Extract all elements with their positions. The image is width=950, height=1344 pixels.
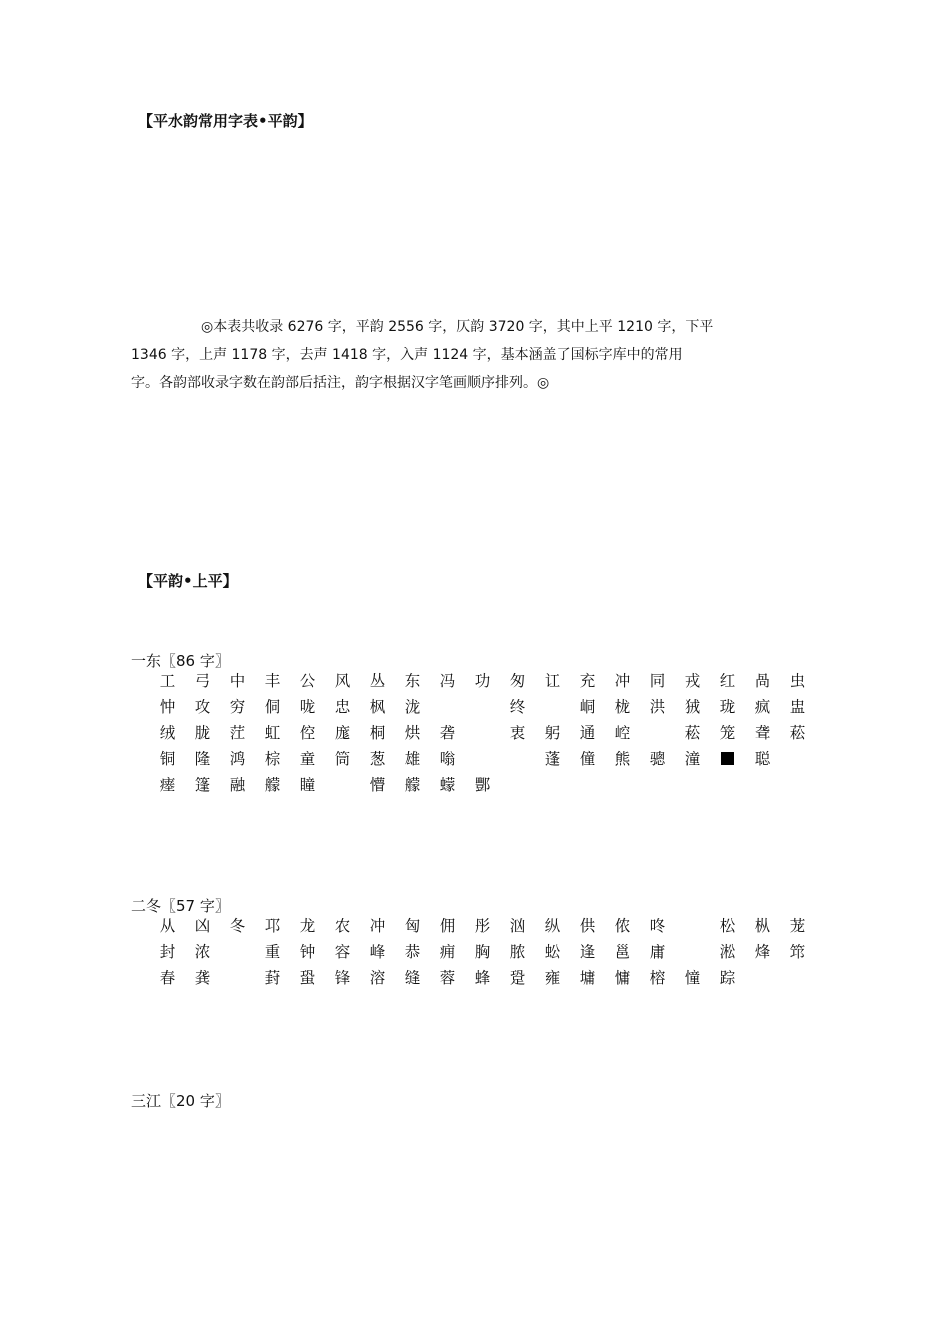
rhyme-char: 佣 (439, 917, 456, 935)
rhyme-char: 菘 (789, 724, 806, 742)
rhyme-char: 慵 (614, 969, 631, 987)
rhyme-char: 峒 (579, 698, 596, 716)
rhyme-char: 匈 (404, 917, 421, 935)
rhyme-char: 庬 (334, 724, 351, 742)
rhyme-char: 烘 (404, 724, 421, 742)
rhyme-char: 茳 (229, 724, 246, 742)
rhyme-char: 蛩 (299, 969, 316, 987)
rhyme-char: 雍 (544, 969, 561, 987)
rhyme-char: 熊 (614, 750, 631, 768)
rhyme-char: 艨 (404, 776, 421, 794)
rhyme-char: 墉 (579, 969, 596, 987)
rhyme-char: 攻 (194, 698, 211, 716)
rhyme-char: 烽 (754, 943, 771, 961)
rhyme-char: 浓 (194, 943, 211, 961)
rhyme-char (745, 964, 780, 990)
rhyme-char: 蠓 (439, 776, 456, 794)
intro-line: ◎本表共收录 6276 字，平韵 2556 字，仄韵 3720 字，其中上平 1210 字，下平 (201, 319, 714, 335)
rhyme-char: 龙 (299, 917, 316, 935)
rhyme-char (710, 745, 745, 771)
rhyme-char: 东 (404, 672, 421, 690)
black-square-glyph (721, 752, 734, 765)
rhyme-char: 狨 (684, 698, 701, 716)
rhyme-char: 绒 (159, 724, 176, 742)
document-title: 【平水韵常用字表•平韵】 (138, 112, 313, 130)
rhyme-char (780, 964, 815, 990)
rhyme-char: 峰 (369, 943, 386, 961)
intro-line: 字。各韵部收录字数在韵部后括注，韵字根据汉字笔画顺序排列。◎ (131, 375, 550, 391)
rhyme-char: 嗡 (439, 750, 456, 768)
rhyme-char (675, 938, 710, 964)
rhyme-char: 龚 (194, 969, 211, 987)
rhyme-char: 蚣 (544, 943, 561, 961)
rhyme-char: 中 (229, 672, 246, 690)
rhyme-char (465, 693, 500, 719)
rhyme-char: 钟 (299, 943, 316, 961)
rhyme-char: 农 (334, 917, 351, 935)
rhyme-char: 砻 (439, 724, 456, 742)
rhyme-char: 松 (719, 917, 736, 935)
rhyme-char: 戎 (684, 672, 701, 690)
rhyme-char: 胸 (474, 943, 491, 961)
rhyme-char: 溶 (369, 969, 386, 987)
rhyme-char: 菘 (684, 724, 701, 742)
rhyme-char: 躬 (544, 724, 561, 742)
rhyme-char (220, 938, 255, 964)
rhyme-char: 胧 (194, 724, 211, 742)
rhyme-char: 篷 (194, 776, 211, 794)
rhyme-char: 葑 (264, 969, 281, 987)
rhyme-char: 冲 (614, 672, 631, 690)
rhyme-char: 鸿 (229, 750, 246, 768)
rhyme-char: 珑 (719, 698, 736, 716)
rhyme-char: 风 (334, 672, 351, 690)
rhyme-char: 忡 (159, 698, 176, 716)
rhyme-char: 锋 (334, 969, 351, 987)
rhyme-char: 讧 (544, 672, 561, 690)
rhyme-char: 弓 (194, 672, 211, 690)
rhyme-char: 茏 (789, 917, 806, 935)
rhyme-char: 童 (299, 750, 316, 768)
rhyme-char: 春 (159, 969, 176, 987)
rhyme-char (465, 719, 500, 745)
rhyme-char: 僮 (579, 750, 596, 768)
rhyme-char: 通 (579, 724, 596, 742)
rhyme-header: 二冬〖57 字〗 (131, 897, 230, 915)
rhyme-char: 封 (159, 943, 176, 961)
rhyme-char: 泷 (404, 698, 421, 716)
rhyme-char: 隆 (194, 750, 211, 768)
rhyme-char (220, 964, 255, 990)
rhyme-char: 冬 (229, 917, 246, 935)
rhyme-char: 蓬 (544, 750, 561, 768)
rhyme-char: 公 (299, 672, 316, 690)
rhyme-char: 疯 (754, 698, 771, 716)
rhyme-char: 笼 (719, 724, 736, 742)
rhyme-char: 踪 (719, 969, 736, 987)
rhyme-char: 充 (579, 672, 596, 690)
rhyme-char: 痈 (439, 943, 456, 961)
rhyme-char: 虹 (264, 724, 281, 742)
rhyme-char: 匆 (509, 672, 526, 690)
rhyme-char: 盅 (789, 698, 806, 716)
rhyme-char: 恭 (404, 943, 421, 961)
rhyme-char: 缝 (404, 969, 421, 987)
rhyme-char: 侗 (264, 698, 281, 716)
rhyme-char (535, 693, 570, 719)
rhyme-char: 咙 (299, 698, 316, 716)
rhyme-char: 瞳 (299, 776, 316, 794)
rhyme-char (430, 693, 465, 719)
rhyme-char: 枫 (369, 698, 386, 716)
rhyme-char: 瘗 (159, 776, 176, 794)
rhyme-char: 蜂 (474, 969, 491, 987)
rhyme-char: 容 (334, 943, 351, 961)
intro-line: 1346 字，上声 1178 字，去声 1418 字，入声 1124 字，基本涵盖了国标字库中的常用 (131, 347, 683, 363)
rhyme-char: 终 (509, 698, 526, 716)
rhyme-char: 艨 (264, 776, 281, 794)
rhyme-char: 庸 (649, 943, 666, 961)
rhyme-char-grid (150, 912, 815, 990)
intro-paragraph (131, 313, 791, 397)
rhyme-char (325, 771, 360, 797)
section-title: 【平韵•上平】 (138, 572, 238, 590)
rhyme-char (675, 912, 710, 938)
rhyme-char: 丛 (369, 672, 386, 690)
rhyme-char: 工 (159, 672, 176, 690)
rhyme-char: 功 (474, 672, 491, 690)
rhyme-char: 骢 (649, 750, 666, 768)
rhyme-char: 蓉 (439, 969, 456, 987)
rhyme-char: 从 (159, 917, 176, 935)
rhyme-char: 彤 (474, 917, 491, 935)
rhyme-char: 穷 (229, 698, 246, 716)
rhyme-char: 冲 (369, 917, 386, 935)
rhyme-char: 淞 (719, 943, 736, 961)
rhyme-char: 重 (264, 943, 281, 961)
rhyme-char: 栊 (614, 698, 631, 716)
rhyme-char: 咼 (754, 672, 771, 690)
rhyme-char: 同 (649, 672, 666, 690)
rhyme-char: 红 (719, 672, 736, 690)
rhyme-char: 丰 (264, 672, 281, 690)
rhyme-char: 潼 (684, 750, 701, 768)
rhyme-char: 雄 (404, 750, 421, 768)
rhyme-char: 融 (229, 776, 246, 794)
rhyme-char (465, 745, 500, 771)
rhyme-char: 铜 (159, 750, 176, 768)
rhyme-char: 枞 (754, 917, 771, 935)
rhyme-char: 酆 (474, 776, 491, 794)
rhyme-char: 邕 (614, 943, 631, 961)
rhyme-char: 桐 (369, 724, 386, 742)
rhyme-char (780, 745, 815, 771)
rhyme-char: 筇 (789, 943, 806, 961)
rhyme-char: 葱 (369, 750, 386, 768)
rhyme-char: 逢 (579, 943, 596, 961)
rhyme-char (640, 719, 675, 745)
rhyme-char: 跫 (509, 969, 526, 987)
rhyme-char: 虫 (789, 672, 806, 690)
rhyme-char: 洪 (649, 698, 666, 716)
rhyme-char: 憧 (684, 969, 701, 987)
rhyme-char: 邛 (264, 917, 281, 935)
rhyme-char: 侬 (614, 917, 631, 935)
rhyme-char: 聪 (754, 750, 771, 768)
rhyme-char: 脓 (509, 943, 526, 961)
rhyme-char: 忠 (334, 698, 351, 716)
rhyme-char: 懵 (369, 776, 386, 794)
rhyme-char: 咚 (649, 917, 666, 935)
rhyme-char: 凶 (194, 917, 211, 935)
rhyme-char: 供 (579, 917, 596, 935)
rhyme-header: 三江〖20 字〗 (131, 1092, 230, 1110)
rhyme-char: 聋 (754, 724, 771, 742)
rhyme-char: 汹 (509, 917, 526, 935)
rhyme-char-grid (150, 667, 815, 797)
rhyme-char: 棕 (264, 750, 281, 768)
rhyme-char (500, 745, 535, 771)
rhyme-header: 一东〖86 字〗 (131, 652, 230, 670)
rhyme-char: 崆 (614, 724, 631, 742)
rhyme-char: 筒 (334, 750, 351, 768)
rhyme-char: 倥 (299, 724, 316, 742)
rhyme-char: 冯 (439, 672, 456, 690)
rhyme-char: 衷 (509, 724, 526, 742)
rhyme-char: 纵 (544, 917, 561, 935)
rhyme-char: 榕 (649, 969, 666, 987)
